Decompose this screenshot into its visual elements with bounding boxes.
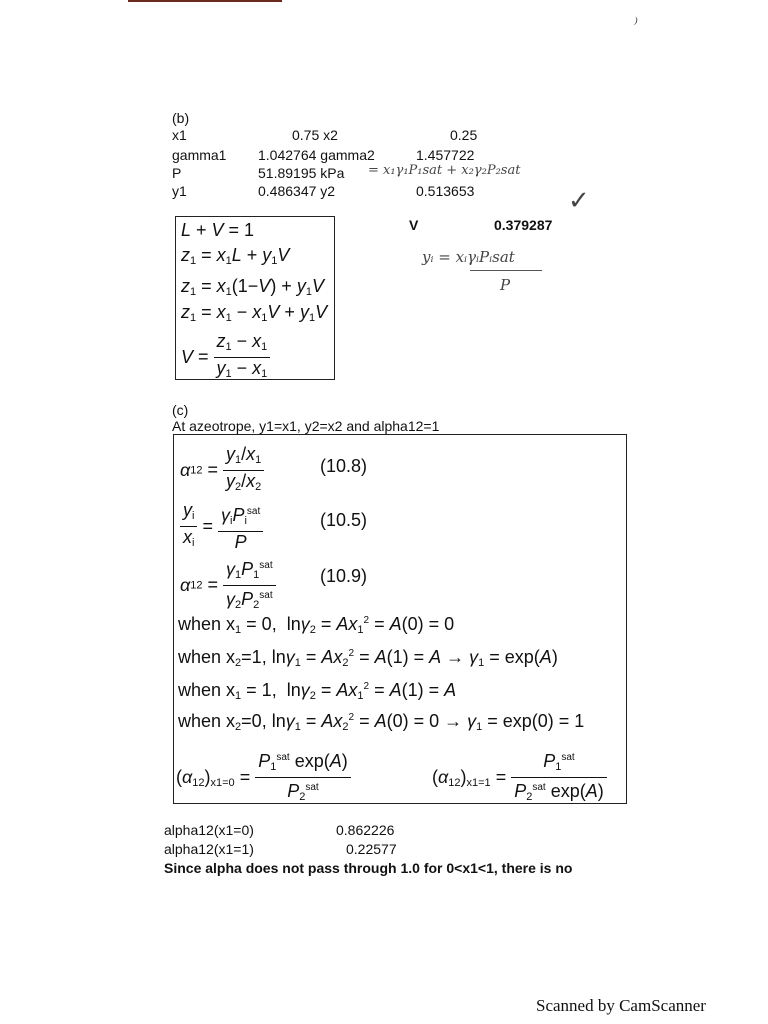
check-mark: ✓ (568, 186, 590, 216)
scanner-watermark: Scanned by CamScanner (536, 996, 706, 1015)
eq-limit-x2-1: when $x_2=1$, $\ln\gamma_1 = Ax_2^2 = A(1) = A \to \gamma_1 = \exp(A)$ (178, 647, 558, 669)
table-row-value2: 0.513653 (416, 183, 475, 199)
eq-tag-10-9: (10.9) (320, 566, 368, 586)
table-row-value: 0.486347 y2 (258, 183, 336, 199)
handwritten-p-formula: = x₁γ₁P₁sat + x₂γ₂P₂sat (368, 163, 521, 178)
eq-z1-a: $z_1 = x_1L + y_1V$ (181, 245, 290, 267)
eq-v-fraction: V = $\frac{z_1 - x_1}{y_1 - x_1}$ (181, 331, 270, 384)
page-top-edge (128, 0, 282, 2)
table-row-value: 1.042764 gamma2 (258, 147, 375, 163)
table-row-value2: 1.457722 (416, 147, 475, 163)
eq-balance: L + V = 1 (181, 220, 255, 240)
part-b-label: (b) (172, 110, 190, 126)
v-fraction: $\frac{z_1 - x_1}{y_1 - x_1}$ (214, 331, 271, 384)
eq-limit-x1-1: when $x_1 = 1$, $\ln\gamma_2 = Ax_1^2 = A(1) = A$ (178, 680, 457, 702)
eq-tag-10-8: (10.8) (320, 456, 368, 476)
handwritten-fraction-line (470, 270, 542, 271)
v-value: 0.379287 (494, 217, 553, 233)
result-value-x1-0: 0.862226 (336, 822, 395, 838)
eq-z1-c: $z_1 = x_1 - x_1V + y_1V$ (181, 302, 328, 324)
eq-tag-10-5: (10.5) (320, 510, 368, 530)
eq-alpha-gamma: α12 = $\frac{\gamma_1P_1^{sat}}{\gamma_2P_2^{sat}}$ (180, 556, 276, 615)
table-row: x1 (172, 127, 187, 143)
table-row: gamma1 (172, 147, 227, 163)
table-row: y1 (172, 183, 187, 199)
table-row-value2: 0.25 (450, 127, 478, 143)
eq-alpha-x1-0: $(\alpha_{12})_{x1=0}$ = $\frac{P_1^{sat} \exp(A)}{P_2^{sat}}$ (176, 748, 351, 807)
eq-alpha-def: α12 = $\frac{y_1/x_1}{y_2/x_2}$ (180, 444, 264, 497)
handwritten-yi-top: yᵢ = xᵢγᵢPᵢsat (422, 248, 515, 266)
result-value-x1-1: 0.22577 (346, 841, 397, 857)
v-label: V (409, 217, 419, 233)
eq-limit-x2-0: when $x_2=0$, $\ln\gamma_1 = Ax_2^2 = A(0) = 0 \to \gamma_1 = \exp(0) = 1$ (178, 711, 585, 733)
conclusion-text: Since alpha does not pass through 1.0 for 0<x1<1, there is no (164, 860, 573, 876)
table-row-value: 0.75 x2 (292, 127, 338, 143)
eq-limit-x1-0: when $x_1 = 0$, $\ln\gamma_2 = Ax_1^2 = A(0) = 0$ (178, 614, 455, 636)
eq-modified-raoult: $\frac{y_i}{x_i}$ = $\frac{\gamma_iP_i^{sat}}{P}$ (180, 500, 263, 553)
eq-alpha-x1-1: $(\alpha_{12})_{x1=1}$ = $\frac{P_1^{sat}}{P_2^{sat} \exp(A)}$ (432, 748, 607, 807)
table-row-value: 51.89195 kPa (258, 165, 345, 181)
handwritten-yi-bottom: P (500, 276, 511, 294)
result-label-x1-0: alpha12(x1=0) (164, 822, 254, 838)
table-row: P (172, 165, 182, 181)
margin-mark: ⁾ (634, 14, 638, 33)
result-label-x1-1: alpha12(x1=1) (164, 841, 254, 857)
eq-z1-b: $z_1 = x_1(1-V) + y_1V$ (181, 276, 324, 298)
part-c-label: (c) (172, 402, 189, 418)
azeotrope-intro: At azeotrope, y1=x1, y2=x2 and alpha12=1 (172, 418, 440, 434)
